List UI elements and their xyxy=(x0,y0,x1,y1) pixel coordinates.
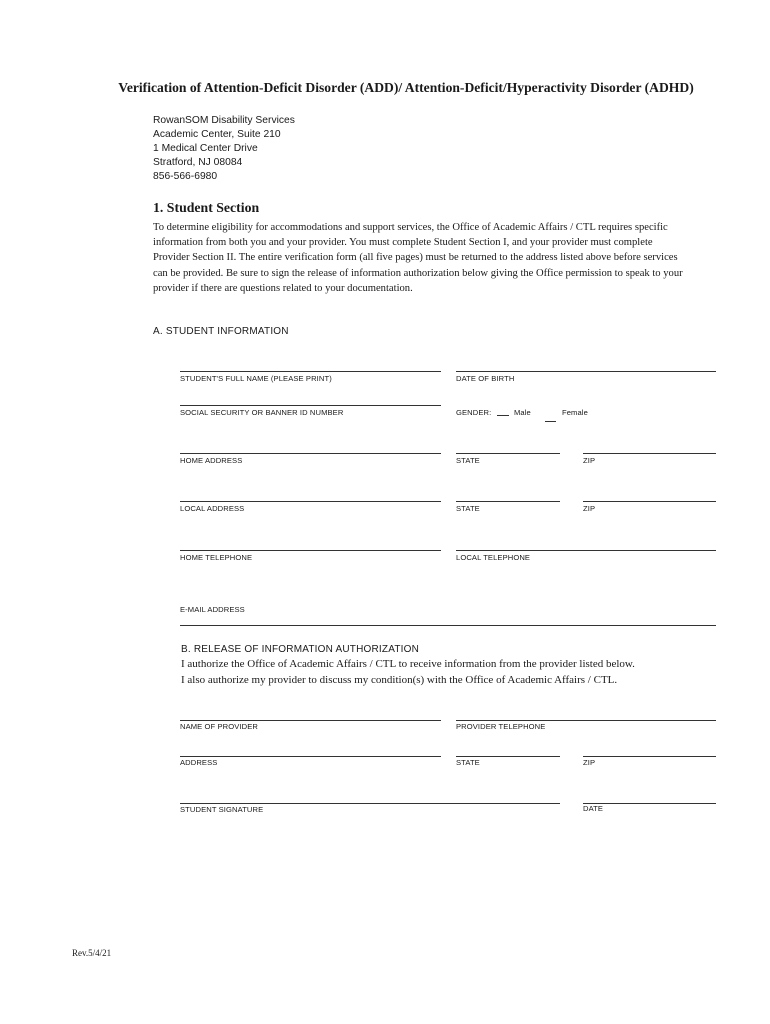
provider-zip-field[interactable] xyxy=(583,756,716,757)
provider-zip-label: ZIP xyxy=(583,758,596,767)
email-label: E-MAIL ADDRESS xyxy=(180,605,245,614)
address-line-suite: Academic Center, Suite 210 xyxy=(153,129,281,140)
local-state-label: STATE xyxy=(456,504,480,513)
home-state-label: STATE xyxy=(456,456,480,465)
address-line-organization: RowanSOM Disability Services xyxy=(153,115,295,126)
email-field[interactable] xyxy=(180,625,716,626)
release-text-2: I also authorize my provider to discuss my condition(s) with the Office of Academic Affairs / CTL. xyxy=(181,674,618,686)
gender-female-checkbox[interactable] xyxy=(545,421,556,422)
address-phone: 856-566-6980 xyxy=(153,171,218,182)
signature-date-label: DATE xyxy=(583,804,604,813)
home-state-field[interactable] xyxy=(456,453,560,454)
gender-male-label: Male xyxy=(514,408,531,417)
home-address-label: HOME ADDRESS xyxy=(180,456,243,465)
provider-address-field[interactable] xyxy=(180,756,441,757)
provider-state-label: STATE xyxy=(456,758,480,767)
local-address-field[interactable] xyxy=(180,501,441,502)
provider-address-label: ADDRESS xyxy=(180,758,218,767)
section-heading: 1. Student Section xyxy=(153,200,260,215)
home-zip-label: ZIP xyxy=(583,456,596,465)
provider-telephone-field[interactable] xyxy=(456,720,716,721)
gender-male-checkbox[interactable] xyxy=(497,415,509,416)
gender-label: GENDER: xyxy=(456,408,492,417)
date-of-birth-field[interactable] xyxy=(456,371,716,372)
home-telephone-field[interactable] xyxy=(180,550,441,551)
local-zip-label: ZIP xyxy=(583,504,596,513)
home-address-field[interactable] xyxy=(180,453,441,454)
home-zip-field[interactable] xyxy=(583,453,716,454)
provider-state-field[interactable] xyxy=(456,756,560,757)
date-of-birth-label: DATE OF BIRTH xyxy=(456,374,515,383)
local-telephone-field[interactable] xyxy=(456,550,716,551)
student-signature-label: STUDENT SIGNATURE xyxy=(180,805,264,814)
address-line-city: Stratford, NJ 08084 xyxy=(153,157,243,168)
release-text-1: I authorize the Office of Academic Affairs / CTL to receive information from the provider listed below. xyxy=(181,658,635,670)
document-title: Verification of Attention-Deficit Disorder (ADD)/ Attention-Deficit/Hyperactivity Disorder (ADHD) xyxy=(118,80,694,95)
provider-name-field[interactable] xyxy=(180,720,441,721)
ssn-label: SOCIAL SECURITY OR BANNER ID NUMBER xyxy=(180,408,344,417)
address-line-street: 1 Medical Center Drive xyxy=(153,143,258,154)
local-address-label: LOCAL ADDRESS xyxy=(180,504,245,513)
gender-female-label: Female xyxy=(562,408,588,417)
provider-name-label: NAME OF PROVIDER xyxy=(180,722,258,731)
student-signature-field[interactable] xyxy=(180,803,560,804)
local-telephone-label: LOCAL TELEPHONE xyxy=(456,553,531,562)
home-telephone-label: HOME TELEPHONE xyxy=(180,553,253,562)
local-state-field[interactable] xyxy=(456,501,560,502)
local-zip-field[interactable] xyxy=(583,501,716,502)
provider-telephone-label: PROVIDER TELEPHONE xyxy=(456,722,546,731)
student-info-heading: A. STUDENT INFORMATION xyxy=(153,326,289,337)
release-heading: B. RELEASE OF INFORMATION AUTHORIZATION xyxy=(181,644,420,655)
revision-date: Rev.5/4/21 xyxy=(72,948,112,958)
section-instructions: To determine eligibility for accommodations and support services, the Office of Academic Affairs / CTL requires specific information from both you and your provider. You must complete Student Section I, and your provider must complete Provider Section II. The entire verification form (all five pages) must be returned to the address listed above before services can be provided. Be sure to sign the release of information authorization below giving the Office permission to speak to your provider if there are questions related to your documentation. xyxy=(153,222,683,294)
full-name-field[interactable] xyxy=(180,371,441,372)
ssn-field[interactable] xyxy=(180,405,441,406)
full-name-label: STUDENT'S FULL NAME (PLEASE PRINT) xyxy=(180,374,332,383)
